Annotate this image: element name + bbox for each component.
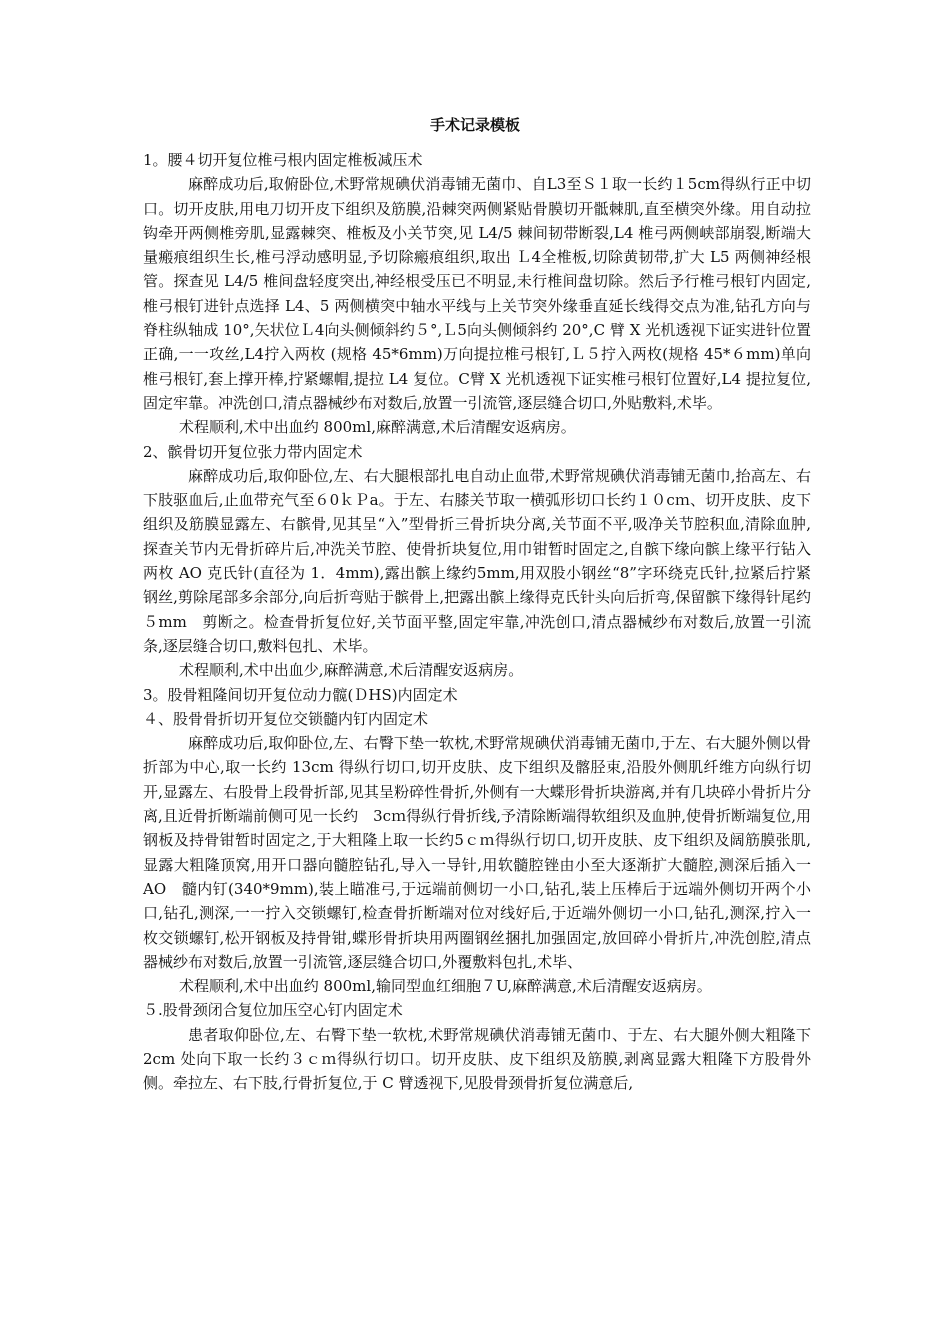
section-heading: 1。腰４切开复位椎弓根内固定椎板减压术 [143,151,423,169]
section-heading: ５.股骨颈闭合复位加压空心钉内固定术 [143,1001,403,1020]
section-body: 麻醉成功后,取仰卧位,左、右臀下垫一软枕,术野常规碘伏消毒铺无菌巾,于左、右大腿外侧以骨折部为中心,取一长约 13cm 得纵行切口,切开皮肤、皮下组织及髂胫束,沿股外侧肌纤维方向纵行切开,显露左、右股骨上段骨折部,见其呈粉碎性骨折,外侧有一大蝶形骨折块游离,并有几块碎小骨折片分离,且近骨折断端前侧可见一长约 3cｍ得纵行骨折线,予清除断端得软组织及血肿,使骨折断端复位,用钢板及持骨钳暂时固定之,于大粗隆上取一长约5ｃｍ得纵行切口,切开皮肤、皮下组织及阔筋膜张肌,显露大粗隆顶窝,用开口器向髓腔钻孔,导入一导针,用软髓腔锉由小至大逐渐扩大髓腔,测深后插入一 AO 髓内钉(340*9mm),装上瞄准弓,于远端前侧切一小口,钻孔,装上压棒后于远端外侧切开两个小口,钻孔,测深,一一拧入交锁螺钉,检查骨折断端对位对线好后,于近端外侧切一小口,钻孔,测深,拧入一枚交锁螺钉,松开钢板及持骨钳,蝶形骨折块用两圈钢丝捆扎加强固定,放回碎小骨折片,冲洗创腔,清点器械纱布对数后,放置一引流管,逐层缝合切口,外覆敷料包扎,术毕、 [143,734,827,971]
section-femur-nail [143,707,827,999]
section-patella [143,440,811,683]
section-heading: ４、股骨骨折切开复位交锁髓内钉内固定术 [143,709,429,728]
document-body [143,148,827,1096]
section-intertrochanteric [143,683,811,707]
section-femoral-neck [143,998,811,1095]
document-title: 手术记录模板 [429,116,520,134]
section-body: 麻醉成功后,取仰卧位,左、右大腿根部扎电自动止血带,术野常规碘伏消毒铺无菌巾,抬高左、右下肢驱血后,止血带充气至６0ｋＰa。于左、右膝关节取一横弧形切口长约１０cｍ、切开皮肤、皮下组织及筋膜显露左、右髌骨,见其呈“入”型骨折三骨折块分离,关节面不平,吸净关节腔积血,清除血肿,探查关节内无骨折碎片后,冲洗关节腔、使骨折块复位,用巾钳暂时固定之,自髌下缘向髌上缘平行钻入两枚 AO 克氏针(直径为 1．4mm),露出髌上缘约5mm,用双股小钢丝“8”字环绕克氏针,拉紧后拧紧钢丝,剪除尾部多余部分,向后折弯贴于髌骨上,把露出髌上缘得克氏针头向后折弯,保留髌下缘得针尾约５mm 剪断之。检查骨折复位好,关节面平整,固定牢靠,冲洗创口,清点器械纱布对数后,放置一引流条,逐层缝合切口,敷料包扎、术毕。 [143,466,811,655]
section-lumbar [143,148,811,440]
section-heading: 3。股骨粗隆间切开复位动力髋(ＤHS)内固定术 [143,685,458,704]
section-heading: 2、髌骨切开复位张力带内固定术 [143,442,363,461]
section-body: 麻醉成功后,取俯卧位,术野常规碘伏消毒铺无菌巾、自L3至Ｓ１取一长约１5cm得纵行正中切口。切开皮肤,用电刀切开皮下组织及筋膜,沿棘突两侧紧贴骨膜切开骶棘肌,直至横突外缘。用自动拉钩牵开两侧椎旁肌,显露棘突、椎板及小关节突,见 L4/5 棘间韧带断裂,L4 椎弓两侧峡部崩裂,断端大量瘢痕组织生长,椎弓浮动感明显,予切除瘢痕组织,取出 Ｌ4全椎板,切除黄韧带,扩大 L5 两侧神经根管。探查见 L4/5 椎间盘轻度突出,神经根受压已不明显,未行椎间盘切除。然后予行椎弓根钉内固定,椎弓根钉进针点选择 L4、5 两侧横突中轴水平线与上关节突外缘垂直延长线得交点为准,钻孔方向与脊柱纵轴成 10°,矢状位Ｌ4向头侧倾斜约５°,Ｌ5向头侧倾斜约 20°,C 臂 X 光机透视下证实进针位置正确,一一攻丝,L4拧入两枚 (规格 45*6mm)万向提拉椎弓根钉,Ｌ５拧入两枚(规格 45*６mm)单向椎弓根钉,套上撑开棒,拧紧螺帽,提拉 L4 复位。C臂 X 光机透视下证实椎弓根钉位置好,L4 提拉复位,固定牢靠。冲洗创口,清点器械纱布对数后,放置一引流管,逐层缝合切口,外贴敷料,术毕。 [143,175,811,412]
section-note: 术程顺利,术中出血少,麻醉满意,术后清醒安返病房。 [179,661,524,680]
section-note: 术程顺利,术中出血约 800ml,输同型血红细胞７U,麻醉满意,术后清醒安返病房。 [179,977,712,996]
section-body: 患者取仰卧位,左、右臀下垫一软枕,术野常规碘伏消毒铺无菌巾、于左、右大腿外侧大粗隆下 2cm 处向下取一长约３ｃｍ得纵行切口。切开皮肤、皮下组织及筋膜,剥离显露大粗隆下方股骨外侧。牵拉左、右下肢,行骨折复位,于 C 臂透视下,见股骨颈骨折复位满意后, [143,1025,811,1093]
section-note: 术程顺利,术中出血约 800ml,麻醉满意,术后清醒安返病房。 [179,418,576,437]
